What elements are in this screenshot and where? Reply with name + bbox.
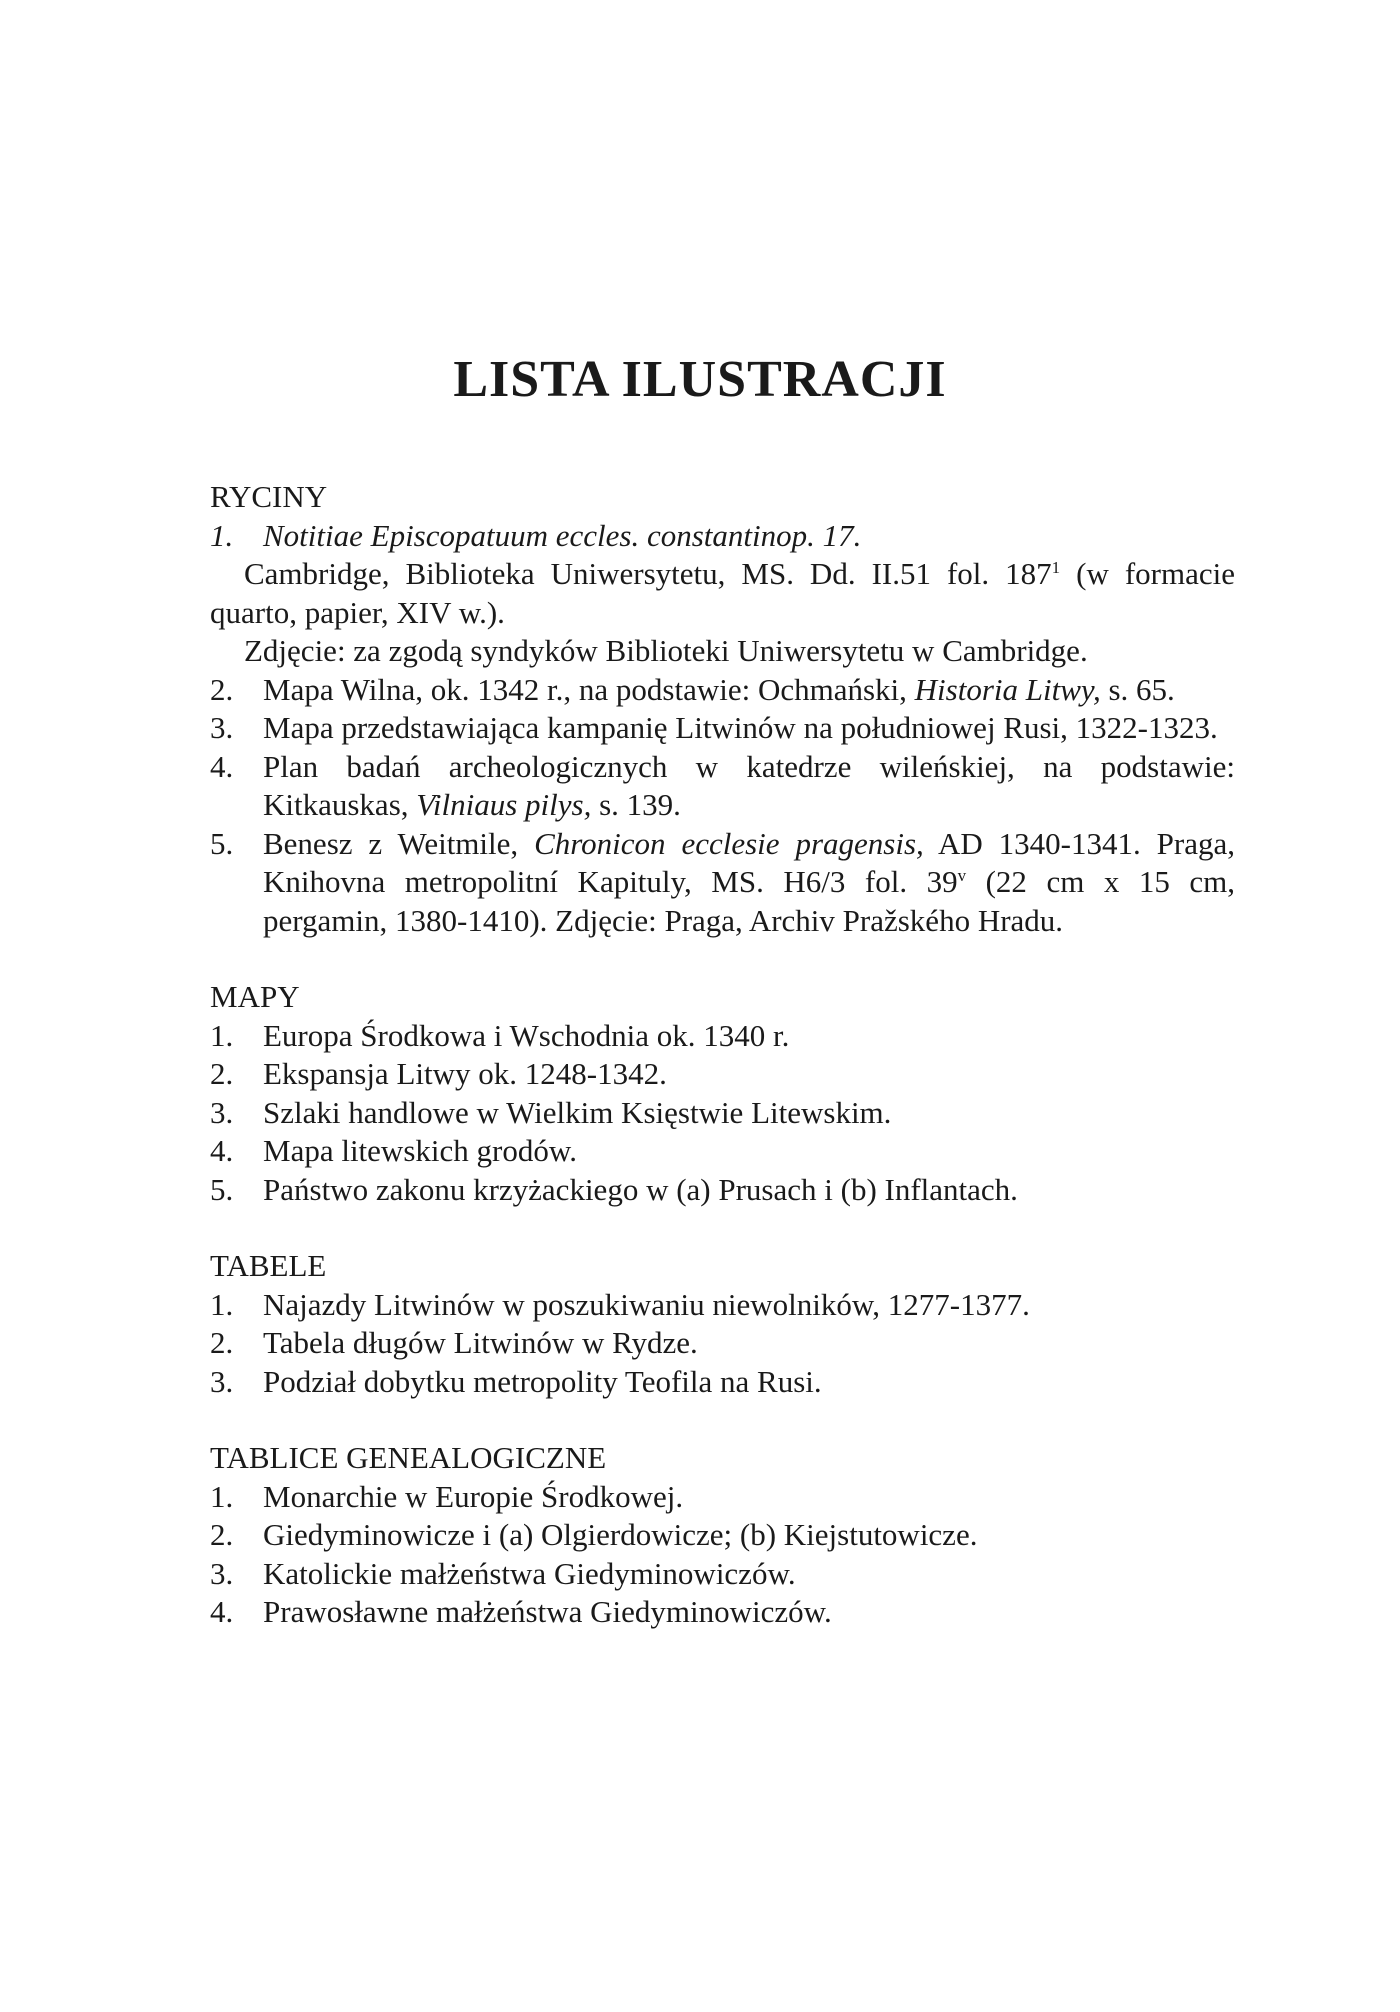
item-number: 1. [210, 1017, 234, 1053]
item-number: 1. [210, 517, 234, 553]
item-number: 3. [210, 1363, 234, 1399]
item-text: Katolickie małżeństwa Giedyminowiczów. [263, 1555, 796, 1591]
list-item [210, 825, 1235, 941]
item-number: 4. [210, 1133, 234, 1168]
item-number: 2. [210, 1325, 234, 1360]
list-item [210, 1094, 1235, 1133]
page-title: LISTA ILUSTRACJI [453, 351, 947, 408]
section-heading: RYCINY [210, 479, 328, 514]
item-number: 3. [210, 1094, 234, 1130]
item-number: 5. [210, 825, 234, 861]
list-item [210, 1593, 1235, 1632]
item-text: Europa Środkowa i Wschodnia ok. 1340 r. [263, 1017, 790, 1053]
list-item [210, 517, 1235, 556]
superscript: v [957, 866, 967, 885]
item-number: 1. [210, 1478, 234, 1514]
item-number: 4. [210, 748, 234, 784]
item-text: Monarchie w Europie Środkowej. [263, 1478, 684, 1514]
item-text: Mapa przedstawiająca kampanię Litwinów na południowej Rusi, 1322-1323. [263, 710, 1218, 745]
item-title: Notitiae Episcopatuum eccles. constantinop. 17. [263, 517, 862, 553]
list-item [210, 1516, 1235, 1555]
item-text: Tabela długów Litwinów w Rydze. [263, 1325, 698, 1360]
item-description: Cambridge, Biblioteka Uniwersytetu, MS. Dd. II.51 fol. $187^1$ (w formacie quarto, papier, XIV w.). [210, 556, 1235, 630]
section-heading: TABELE [210, 1248, 327, 1283]
list-item [210, 1478, 1235, 1517]
item-number: 4. [210, 1594, 234, 1629]
item-text: Podział dobytku metropolity Teofila na Rusi. [263, 1363, 822, 1399]
item-text: Benesz z Weitmile, Chronicon ecclesie pragensis, AD 1340-1341. Praga, Knihovna metropolitní Kapituly, MS. H6/3 fol. 39$^v$ (22 cm x 15 cm, pergamin, 1380-1410). Zdjęcie: Praga, Archiv Pražského Hradu. [263, 825, 1235, 938]
item-number: 1. [210, 1286, 234, 1322]
item-text: Mapa litewskich grodów. [263, 1133, 577, 1168]
item-text: Plan badań archeologicznych w katedrze wileńskiej, na podstawie: Kitkauskas, Vilniaus pilys, s. 139. [263, 748, 1235, 822]
list-item [210, 709, 1235, 748]
item-number: 2. [210, 1056, 234, 1091]
illustration-list [210, 478, 1235, 1670]
item-text: Prawosławne małżeństwa Giedyminowiczów. [263, 1594, 832, 1629]
list-item [210, 1171, 1235, 1210]
section-ryciny [210, 478, 1235, 940]
list-item [210, 1017, 1235, 1056]
item-number: 2. [210, 671, 234, 707]
list-item [210, 671, 1235, 710]
item-number: 3. [210, 710, 234, 745]
item-number: 3. [210, 1555, 234, 1591]
item-text: Ekspansja Litwy ok. 1248-1342. [263, 1056, 667, 1091]
item-photo-credit: Zdjęcie: za zgodą syndyków Biblioteki Uniwersytetu w Cambridge. [244, 633, 1088, 668]
item-number: 5. [210, 1171, 234, 1207]
superscript: 1 [1051, 558, 1061, 577]
list-item [210, 1555, 1235, 1594]
section-heading: MAPY [210, 979, 300, 1014]
list-item [210, 748, 1235, 825]
list-item [210, 1286, 1235, 1325]
item-number: 2. [210, 1517, 234, 1552]
item-text: Państwo zakonu krzyżackiego w (a) Prusach i (b) Inflantach. [263, 1171, 1018, 1207]
item-text: Najazdy Litwinów w poszukiwaniu niewolników, 1277-1377. [263, 1286, 1030, 1322]
list-item [210, 1324, 1235, 1363]
section-tablice-genealogiczne [210, 1439, 1235, 1632]
list-item [210, 1132, 1235, 1171]
item-text: Giedyminowicze i (a) Olgierdowicze; (b) Kiejstutowicze. [263, 1517, 978, 1552]
section-heading: TABLICE GENEALOGICZNE [210, 1440, 607, 1475]
section-tabele [210, 1247, 1235, 1401]
list-item [210, 1363, 1235, 1402]
list-item [210, 1055, 1235, 1094]
item-text: Mapa Wilna, ok. 1342 r., na podstawie: Ochmański, Historia Litwy, s. 65. [263, 671, 1175, 707]
item-text: Szlaki handlowe w Wielkim Księstwie Litewskim. [263, 1094, 892, 1130]
section-mapy [210, 978, 1235, 1209]
